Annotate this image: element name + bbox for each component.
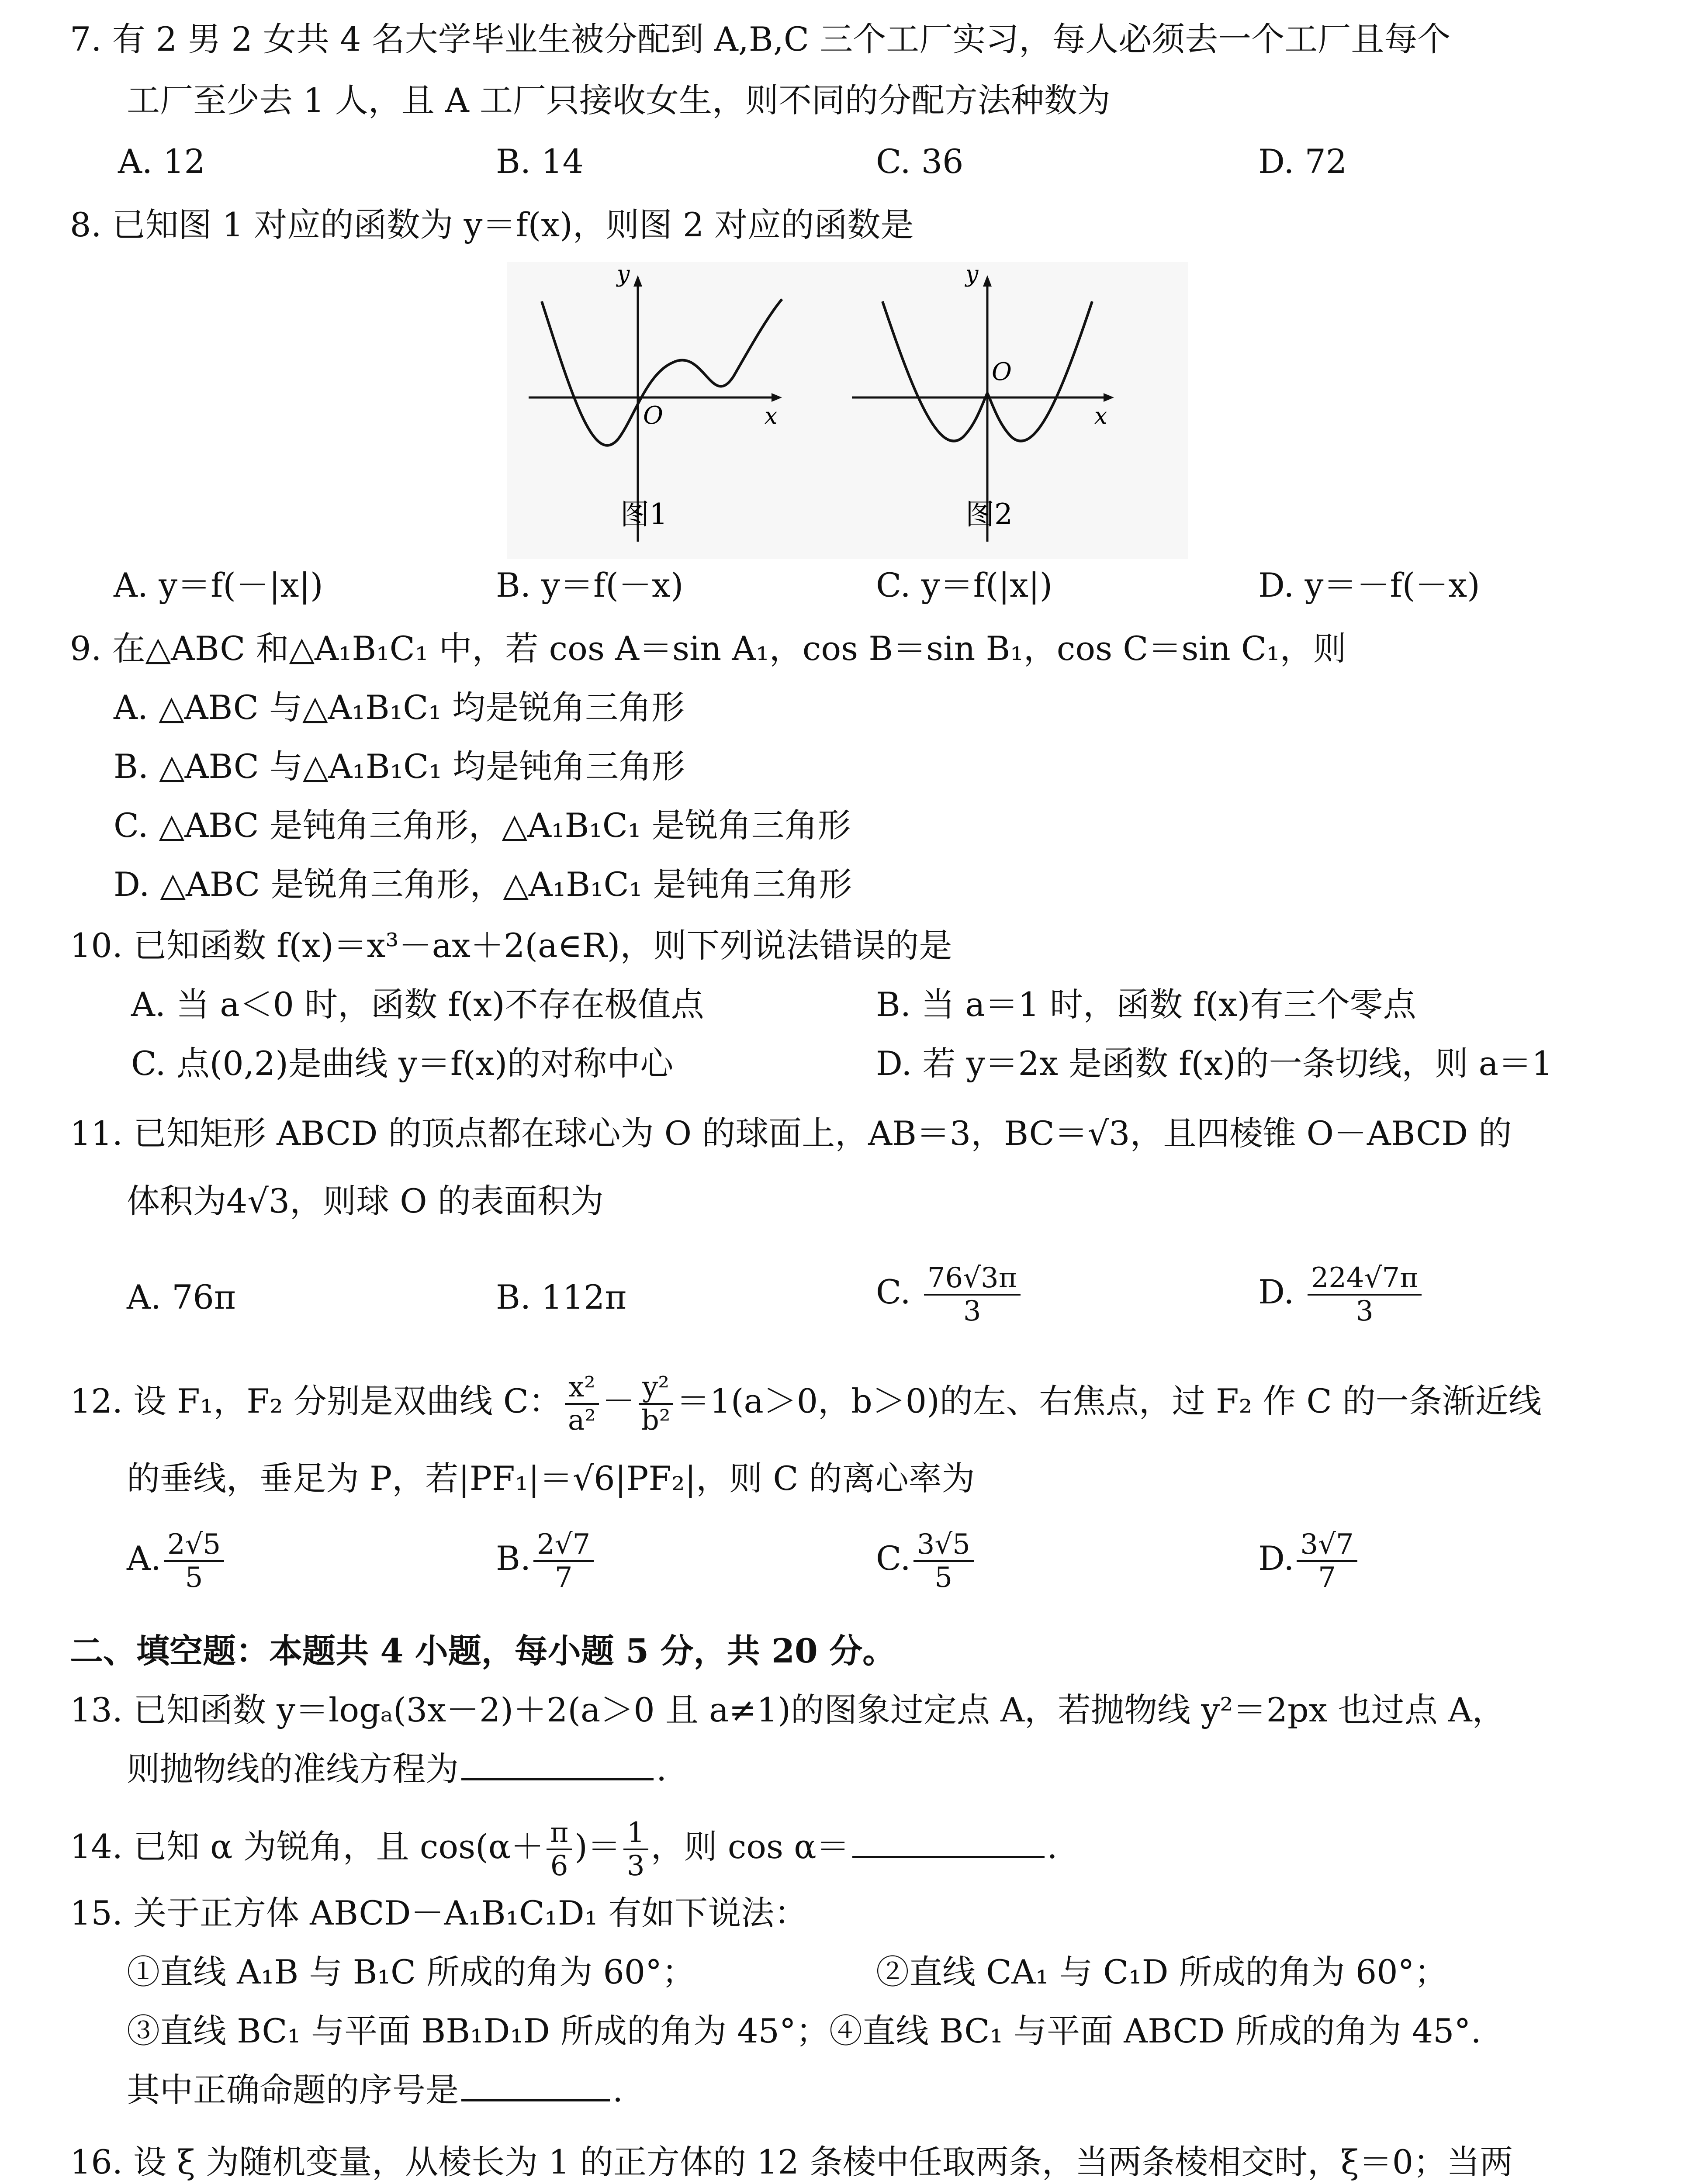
q11-option-d: D. $\frac{224√7\pi}{3}$ — [1258, 1262, 1424, 1327]
q11-options — [0, 1262, 1692, 1332]
q12-line-2: 的垂线，垂足为 P，若|PF₁|＝√6|PF₂|，则 C 的离心率为 — [127, 1459, 975, 1498]
figure-2-caption: 图2 — [965, 498, 1013, 531]
q7-option-d: D. 72 — [1258, 142, 1347, 181]
q12-option-c: C. $\frac{3√5}{5}$ — [876, 1529, 976, 1593]
q10-option-b: B. 当 a＝1 时，函数 f(x)有三个零点 — [876, 985, 1416, 1024]
q8-option-a: A. y＝f(－|x|) — [114, 566, 323, 605]
q10-option-d: D. 若 y＝2x 是函数 f(x)的一条切线，则 a＝1 — [876, 1044, 1553, 1083]
q11-option-c: C. $\frac{76√3\pi}{3}$ — [876, 1262, 1023, 1327]
q15-statements-3-4: ③直线 BC₁ 与平面 BB₁D₁D 所成的角为 45°；④直线 BC₁ 与平面 ABCD 所成的角为 45°. — [127, 2011, 1481, 2050]
q8-options — [0, 563, 1692, 607]
section-2-heading: 二、填空题：本题共 4 小题，每小题 5 分，共 20 分。 — [70, 1631, 896, 1670]
graph-1-y-label: y — [617, 262, 630, 287]
q15-line-3 — [0, 2009, 1692, 2053]
graph-1-origin: O — [643, 401, 663, 430]
q15-line-1: 15. 关于正方体 ABCD－A₁B₁C₁D₁ 有如下说法： — [70, 1894, 808, 1932]
function-graphs-figure — [507, 262, 1188, 559]
q14-line-1: 14. 已知 α 为锐角，且 cos(α＋ $\frac{\pi}{6}$ )＝ $\frac{1}{3}$ ，则 cos α＝ . — [70, 1817, 1058, 1882]
q12-frac-x: $\frac{\text{x²}}{\text{a²}}$ — [564, 1372, 599, 1436]
q11-option-b: B. 112π — [496, 1278, 627, 1317]
q8-line-1: 8. 已知图 1 对应的函数为 y＝f(x)，则图 2 对应的函数是 — [70, 205, 914, 244]
q12-line-1: 12. 设 F₁，F₂ 分别是双曲线 C： $\frac{\text{x²}}{\text{a²}}$ － $\frac{\text{y²}}{\text{b²}}$ ＝1(a＞0，b＞0)的左、右焦点，过 F₂ 作 C 的一条渐近线 — [70, 1371, 1542, 1437]
graph-1-x-label: x — [765, 403, 778, 429]
q12-frac-y: $\frac{\text{y²}}{\text{b²}}$ — [638, 1372, 674, 1436]
q12-options — [0, 1529, 1692, 1603]
q8-option-b: B. y＝f(－x) — [496, 566, 684, 605]
q10-option-a: A. 当 a＜0 时，函数 f(x)不存在极值点 — [131, 985, 704, 1024]
q16-line-1: 16. 设 ξ 为随机变量，从棱长为 1 的正方体的 12 条棱中任取两条，当两条棱相交时，ξ＝0；当两 — [70, 2143, 1513, 2181]
q11-option-c-fraction: $\frac{76√3\pi}{3}$ — [924, 1262, 1021, 1327]
q8-option-c: C. y＝f(|x|) — [876, 566, 1053, 605]
q10-options-row-1 — [0, 983, 1692, 1026]
q12-option-b: B. $\frac{2√7}{7}$ — [496, 1529, 596, 1593]
q9-option-a: A. △ABC 与△A₁B₁C₁ 均是锐角三角形 — [114, 688, 685, 727]
q9-line-1: 9. 在△ABC 和△A₁B₁C₁ 中，若 cos A＝sin A₁，cos B＝sin B₁，cos C＝sin C₁，则 — [70, 629, 1346, 668]
q7-line-1: 7. 有 2 男 2 女共 4 名大学毕业生被分配到 A,B,C 三个工厂实习，每人必须去一个工厂且每个 — [70, 20, 1451, 59]
q15-statement-1: ①直线 A₁B 与 B₁C 所成的角为 60°； — [127, 1952, 695, 1991]
q14-frac-1-3: $\frac{1}{3}$ — [623, 1817, 648, 1882]
q7-line-2: 工厂至少去 1 人，且 A 工厂只接收女生，则不同的分配方法种数为 — [127, 81, 1111, 120]
q15-line-2 — [0, 1950, 1692, 1994]
q10-option-c: C. 点(0,2)是曲线 y＝f(x)的对称中心 — [131, 1044, 674, 1083]
q9-option-d: D. △ABC 是锐角三角形，△A₁B₁C₁ 是钝角三角形 — [114, 865, 852, 904]
q12-option-d: D. $\frac{3√7}{7}$ — [1258, 1529, 1360, 1593]
q10-line-1: 10. 已知函数 f(x)＝x³－ax＋2(a∈R)，则下列说法错误的是 — [70, 926, 952, 965]
graph-2-y-label: y — [965, 262, 979, 287]
q14-frac-pi-6: $\frac{\pi}{6}$ — [547, 1817, 572, 1882]
q11-line-1: 11. 已知矩形 ABCD 的顶点都在球心为 O 的球面上，AB＝3，BC＝√3，且四棱锥 O－ABCD 的 — [70, 1114, 1512, 1153]
q13-line-1: 13. 已知函数 y＝logₐ(3x－2)＋2(a＞0 且 a≠1)的图象过定点 A，若抛物线 y²＝2px 也过点 A， — [70, 1690, 1505, 1729]
q10-options-row-2 — [0, 1042, 1692, 1085]
q15-answer-blank[interactable] — [461, 2095, 610, 2101]
q7-options — [0, 140, 1692, 183]
q13-answer-blank[interactable] — [461, 1774, 654, 1780]
q7-option-a: A. 12 — [118, 142, 205, 181]
q11-option-d-fraction: $\frac{224√7\pi}{3}$ — [1308, 1262, 1422, 1327]
q15-line-4: 其中正确命题的序号是 . — [127, 2070, 623, 2109]
graph-2-x-label: x — [1094, 403, 1107, 429]
q8-option-d: D. y＝－f(－x) — [1258, 566, 1480, 605]
function-graphs-svg — [507, 262, 1188, 559]
q7-option-b: B. 14 — [496, 142, 584, 181]
graph-2-origin: O — [992, 358, 1012, 386]
q11-line-2: 体积为4√3，则球 O 的表面积为 — [127, 1182, 604, 1220]
figure-1-caption: 图1 — [620, 498, 668, 531]
q14-answer-blank[interactable] — [852, 1852, 1045, 1858]
q9-option-c: C. △ABC 是钝角三角形，△A₁B₁C₁ 是锐角三角形 — [114, 806, 851, 845]
q11-option-a: A. 76π — [127, 1278, 236, 1317]
q15-statement-2: ②直线 CA₁ 与 C₁D 所成的角为 60°； — [876, 1952, 1448, 1991]
q7-option-c: C. 36 — [876, 142, 964, 181]
q9-option-b: B. △ABC 与△A₁B₁C₁ 均是钝角三角形 — [114, 747, 685, 786]
q12-option-a: A. $\frac{2√5}{5}$ — [127, 1529, 227, 1593]
q13-line-2: 则抛物线的准线方程为 . — [127, 1749, 667, 1788]
